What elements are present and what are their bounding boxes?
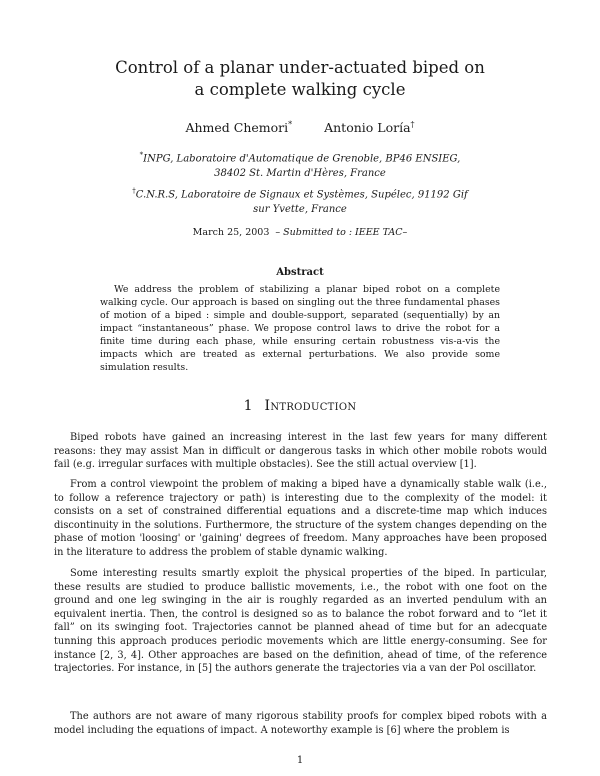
- section-number: 1: [243, 398, 253, 414]
- section-title: Introduction: [264, 398, 357, 414]
- author-1-name: Ahmed Chemori: [185, 120, 289, 136]
- abstract-body: We address the problem of stabilizing a planar biped robot on a complete walking cycle. Our approach is based on singling out the three fundamental phases of motion of a biped : simple and double-support, separated (sequentially) by an impact “instantaneous” phase. We propose control laws to drive the robot for a finite time during each phase, while ensuring certain robustness vis-a-vis the impacts which are treated as external perturbations. We also provide some simulation results.: [100, 284, 500, 373]
- paper-title: [0, 57, 600, 101]
- affiliation-1-line-2: 38402 St. Martin d'Hères, France: [214, 168, 386, 180]
- affiliation-2-mark: †: [132, 187, 136, 195]
- paragraph-4: The authors are not aware of many rigorous stability proofs for complex biped robots with a model including the equations of impact. A noteworthy example is [6] where the problem is: [54, 711, 547, 736]
- paragraph-3: Some interesting results smartly exploit the physical properties of the biped. In particular, these results are studied to produce ballistic movements, i.e., the robot with one foot on the ground and one leg swinging in the air is roughly regarded as an inverted pendulum with an equivalent inertia. Then, the control is designed so as to balance the robot forward and to “let it fall” on its swinging foot. Trajectories cannot be planned ahead of time but for an adecquate tunning this approach produces periodic movements which are little energy-consuming. See for instance [2, 3, 4]. Other approaches are based on the definition, ahead of time, of the reference trajectories. For instance, in [5] the authors generate the trajectories via a van der Pol oscillator.: [54, 568, 547, 675]
- section-heading: [0, 398, 600, 414]
- author-2-name: Antonio Loría: [324, 120, 411, 136]
- author-2-mark: †: [410, 120, 415, 129]
- affiliation-1-mark: *: [139, 151, 144, 159]
- date-line: [0, 227, 600, 238]
- affiliation-2: [0, 184, 600, 217]
- paragraph-2: From a control viewpoint the problem of making a biped have a dynamically stable walk (i.e., to follow a reference trajectory or path) is interesting due to the complexity of the model: it consists on a set of constrained differential equations and a discrete-time map which induces discontinuity in the solutions. Furthermore, the structure of the system changes depending on the phase of motion 'loosing' or 'gaining' degrees of freedom. Many approaches have been proposed in the literature to address the problem of stable dynamic walking.: [54, 479, 547, 558]
- title-line-2: a complete walking cycle: [194, 80, 406, 99]
- paragraph-1: Biped robots have gained an increasing interest in the last few years for many different reasons: they may assist Man in difficult or dangerous tasks in which other mobile robots would fail (e.g. irregular surfaces with multiple obstacles). See the still actual overview [1].: [54, 432, 547, 471]
- affiliation-1-line-1: [0, 148, 600, 166]
- title-line-1: Control of a planar under-actuated biped on: [115, 58, 485, 77]
- affiliation-1: [0, 148, 600, 181]
- author-list: [0, 120, 600, 135]
- affiliation-1-text: INPG, Laboratoire d'Automatique de Grenoble, BP46 ENSIEG,: [143, 153, 461, 165]
- submitted-text: – Submitted to : IEEE TAC–: [275, 227, 408, 238]
- author-1: [185, 120, 292, 135]
- author-2: [324, 120, 414, 135]
- abstract-heading: Abstract: [276, 267, 324, 278]
- affiliation-2-text: C.N.R.S, Laboratoire de Signaux et Systèmes, Supélec, 91192 Gif: [135, 189, 468, 201]
- affiliation-2-line-2: sur Yvette, France: [253, 204, 347, 216]
- author-1-mark: *: [288, 120, 293, 129]
- date-text: March 25, 2003: [192, 227, 270, 238]
- page-number: 1: [296, 755, 304, 766]
- affiliation-2-line-1: [0, 184, 600, 202]
